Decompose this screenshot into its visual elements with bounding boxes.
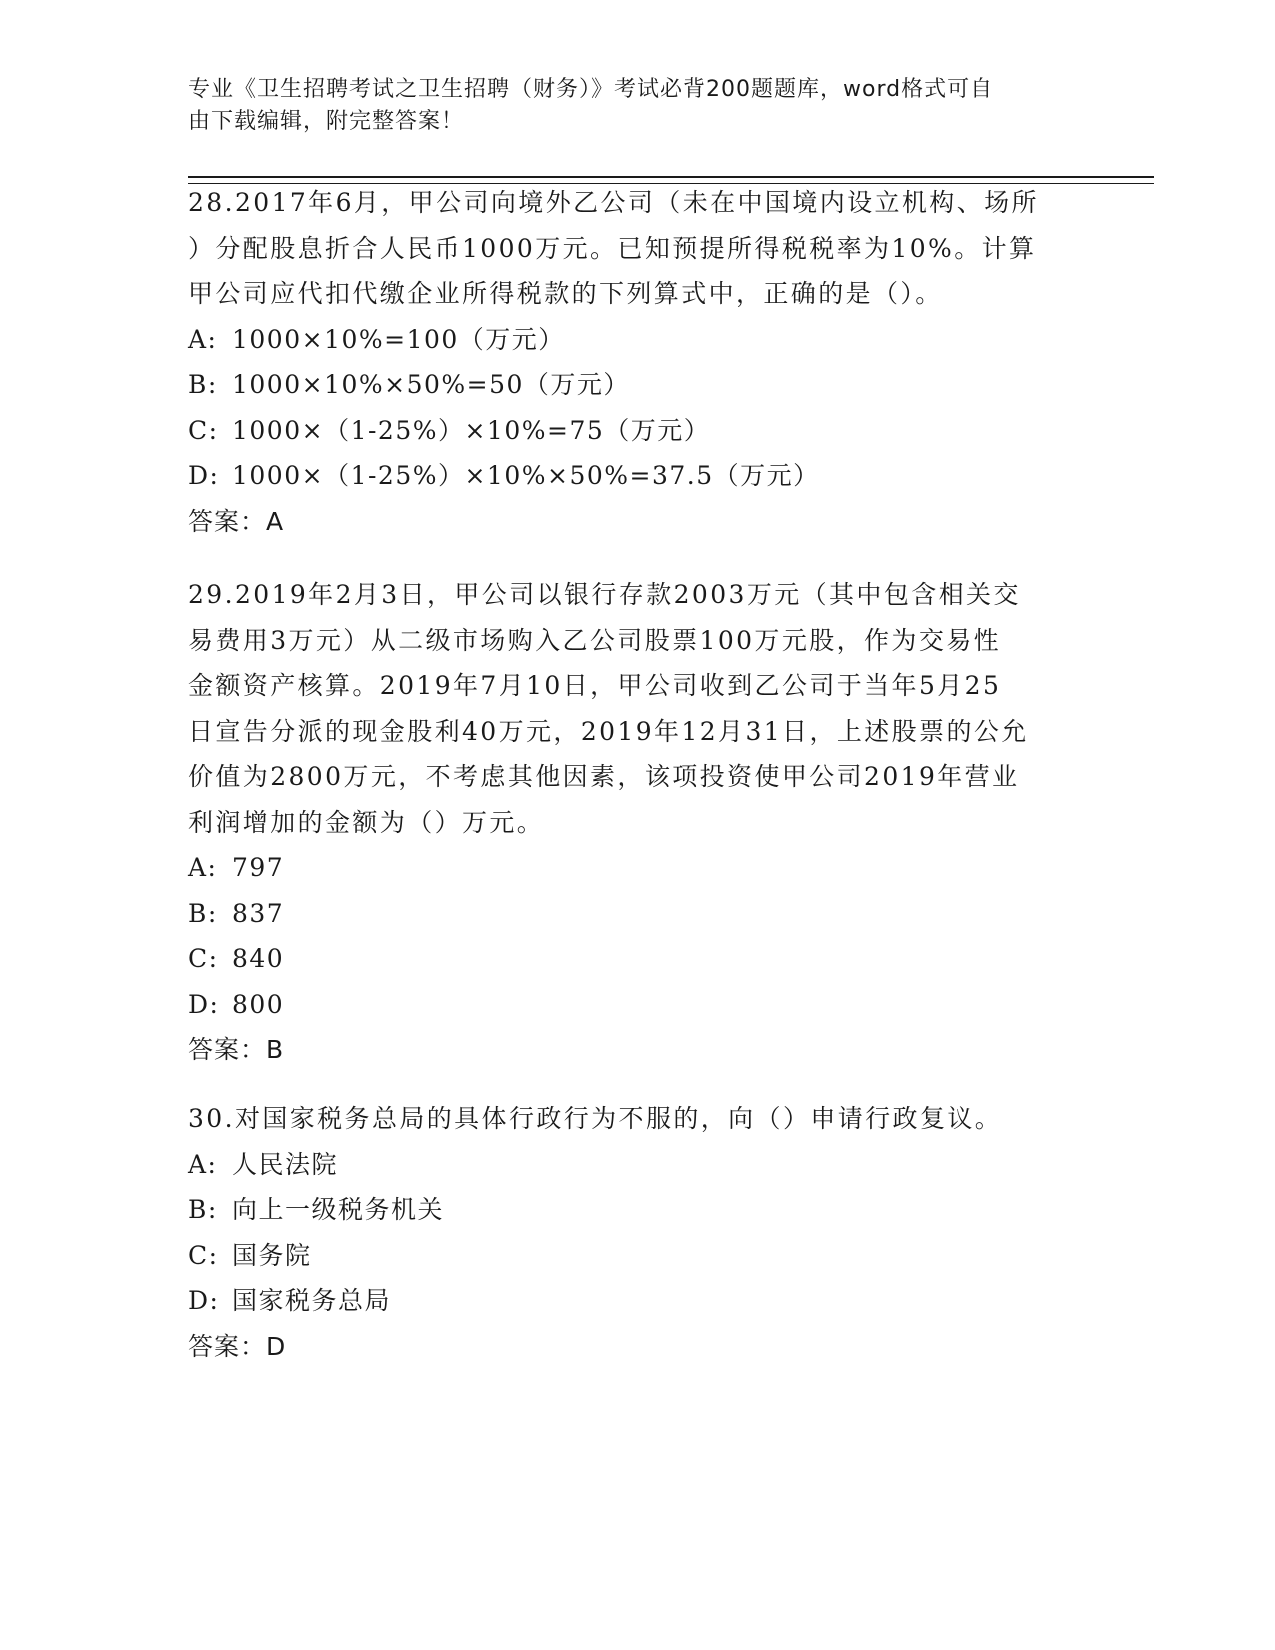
option-letter: C:: [188, 944, 219, 973]
option-text: 国家税务总局: [232, 1286, 392, 1315]
option-text: 1000×（1-25%）×10%=75（万元）: [232, 415, 711, 445]
option-letter: A:: [188, 853, 218, 882]
question-text-line: 28.2017年6月，甲公司向境外乙公司（未在中国境内设立机构、场所: [188, 188, 1039, 217]
question-text-line: 易费用3万元）从二级市场购入乙公司股票100万元股，作为交易性: [188, 625, 1002, 655]
question-text-line: 日宣告分派的现金股利40万元，2019年12月31日，上述股票的公允: [188, 716, 1029, 746]
option-d: [188, 453, 1088, 499]
answer-label: 答案：B: [188, 1035, 285, 1064]
header-divider-thick: [188, 176, 1154, 178]
question-28: [188, 180, 1088, 544]
option-letter: B:: [188, 898, 218, 928]
question-29: [188, 572, 1088, 1073]
option-letter: B:: [188, 1195, 218, 1224]
question-text-line: 甲公司应代扣代缴企业所得税款的下列算式中，正确的是（）。: [188, 279, 943, 308]
option-a: [188, 1142, 1088, 1188]
question-text-line: 30.对国家税务总局的具体行政行为不服的，向（）申请行政复议。: [188, 1104, 1003, 1133]
option-d: [188, 982, 1088, 1028]
option-a: [188, 317, 1088, 363]
option-b: [188, 1187, 1088, 1233]
option-text: 1000×（1-25%）×10%×50%=37.5（万元）: [232, 461, 820, 490]
option-letter: A:: [188, 324, 218, 354]
question-30: [188, 1096, 1088, 1369]
answer-label: 答案：A: [188, 506, 285, 536]
option-text: 人民法院: [232, 1149, 339, 1179]
option-letter: C:: [188, 415, 219, 445]
answer-label: 答案：D: [188, 1331, 287, 1361]
question-text-line: 价值为2800万元，不考虑其他因素，该项投资使甲公司2019年营业: [188, 762, 1020, 791]
header-title-line-2: 由下载编辑，附完整答案！: [188, 109, 465, 134]
option-text: 797: [232, 853, 285, 882]
option-b: [188, 891, 1088, 937]
question-text-line: 金额资产核算。2019年7月10日，甲公司收到乙公司于当年5月25: [188, 671, 1002, 700]
option-text: 800: [232, 989, 285, 1019]
option-c: [188, 408, 1088, 454]
option-letter: A:: [188, 1149, 218, 1179]
option-b: [188, 362, 1088, 408]
option-text: 国务院: [232, 1240, 312, 1270]
option-letter: B:: [188, 370, 218, 399]
option-text: 840: [232, 944, 285, 973]
header-title-line-1: 专业《卫生招聘考试之卫生招聘（财务）》考试必背200题题库，word格式可自: [188, 77, 994, 102]
option-c: [188, 1233, 1088, 1279]
option-c: [188, 936, 1088, 982]
question-text-line: 利润增加的金额为（）万元。: [188, 807, 545, 837]
option-letter: D:: [188, 1286, 220, 1315]
question-text-line: 29.2019年2月3日，甲公司以银行存款2003万元（其中包含相关交: [188, 580, 1021, 609]
option-text: 向上一级税务机关: [232, 1195, 445, 1224]
option-letter: C:: [188, 1240, 219, 1270]
option-d: [188, 1278, 1088, 1324]
question-text-line: ）分配股息折合人民币1000万元。已知预提所得税税率为10%。计算: [188, 233, 1037, 263]
option-a: [188, 845, 1088, 891]
option-letter: D:: [188, 989, 220, 1019]
option-letter: D:: [188, 461, 220, 490]
option-text: 1000×10%=100（万元）: [232, 324, 565, 354]
document-header: [188, 74, 1068, 138]
option-text: 1000×10%×50%=50（万元）: [232, 370, 630, 399]
option-text: 837: [232, 898, 285, 928]
